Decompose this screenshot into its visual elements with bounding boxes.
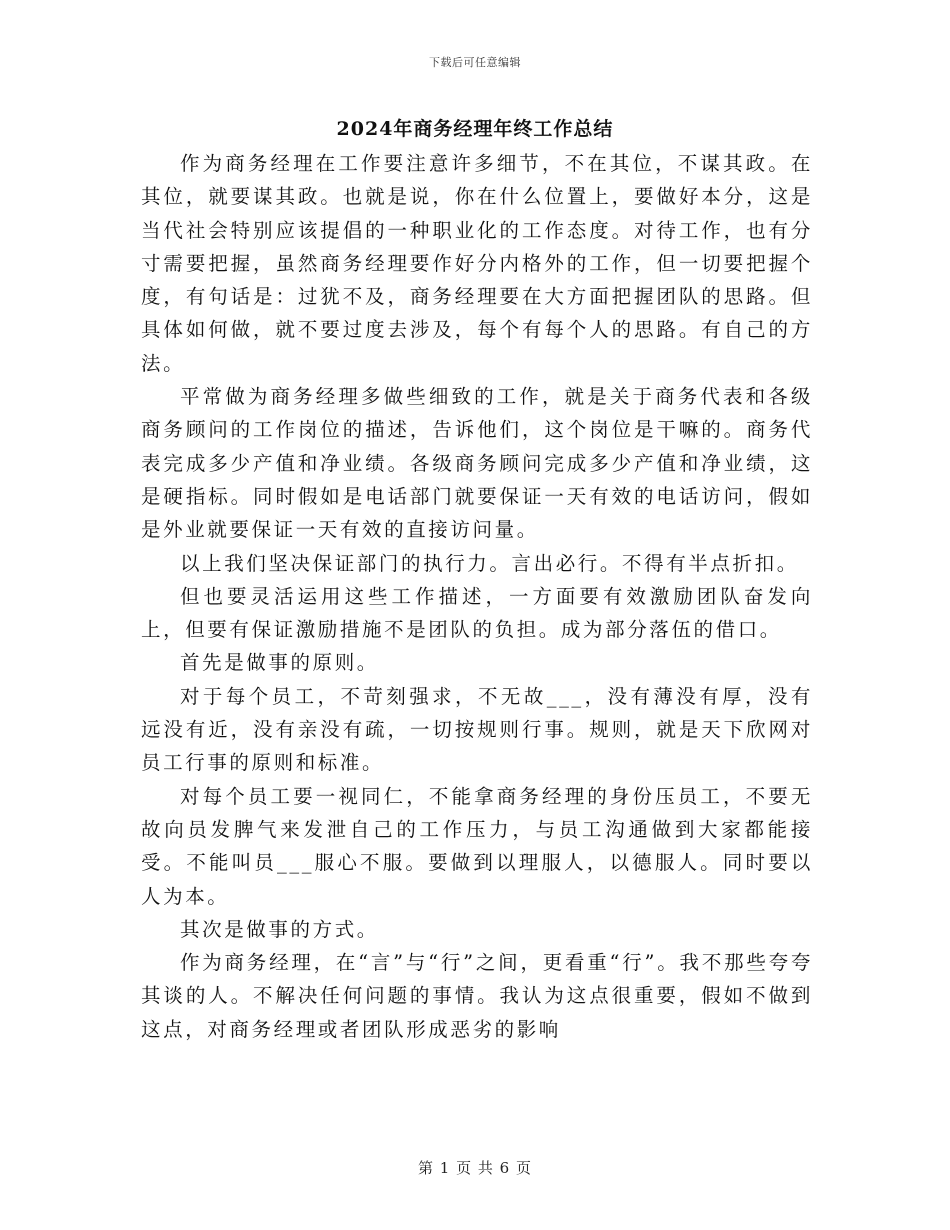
- paragraph: 其次是做事的方式。: [180, 917, 379, 941]
- paragraph: 首先是做事的原则。: [180, 651, 379, 675]
- document-body: [141, 147, 813, 1046]
- paragraph: 作为商务经理在工作要注意许多细节，不在其位，不谋其政。在其位，就要谋其政。也就是说，你在什么位置上，要做好本分，这是当代社会特别应该提倡的一种职业化的工作态度。对待工作，也有分寸需要把握，虽然商务经理要作好分内格外的工作，但一切要把握个度，有句话是：过犹不及，商务经理要在大方面把握团队的思路。但具体如何做，就不要过度去涉及，每个有每个人的思路。有自己的方法。: [141, 152, 813, 375]
- paragraph: 平常做为商务经理多做些细致的工作，就是关于商务代表和各级商务顾问的工作岗位的描述，告诉他们，这个岗位是干嘛的。商务代表完成多少产值和净业绩。各级商务顾问完成多少产值和净业绩，这是硬指标。同时假如是电话部门就要保证一天有效的电话访问，假如是外业就要保证一天有效的直接访问量。: [141, 385, 813, 542]
- paragraph: 以上我们坚决保证部门的执行力。言出必行。不得有半点折扣。: [180, 551, 799, 575]
- paragraph: 对每个员工要一视同仁，不能拿商务经理的身份压员工，不要无故向员发脾气来发泄自己的工作压力，与员工沟通做到大家都能接受。不能叫员___服心不服。要做到以理服人，以德服人。同时要以人为本。: [141, 784, 813, 908]
- paragraph: 作为商务经理，在“言”与“行”之间，更看重“行”。我不那些夸夸其谈的人。不解决任何问题的事情。我认为这点很重要，假如不做到这点，对商务经理或者团队形成恶劣的影响: [141, 951, 813, 1041]
- header-note: 下载后可任意编辑: [429, 56, 521, 69]
- paragraph: 但也要灵活运用这些工作描述，一方面要有效激励团队奋发向上，但要有保证激励措施不是团队的负担。成为部分落伍的借口。: [141, 584, 813, 642]
- page-number: 第 1 页 共 6 页: [418, 1159, 532, 1177]
- paragraph: 对于每个员工，不苛刻强求，不无故___，没有薄没有厚，没有远没有近，没有亲没有疏，一切按规则行事。规则，就是天下欣网对员工行事的原则和标准。: [141, 684, 813, 775]
- document-title: 2024年商务经理年终工作总结: [336, 118, 614, 140]
